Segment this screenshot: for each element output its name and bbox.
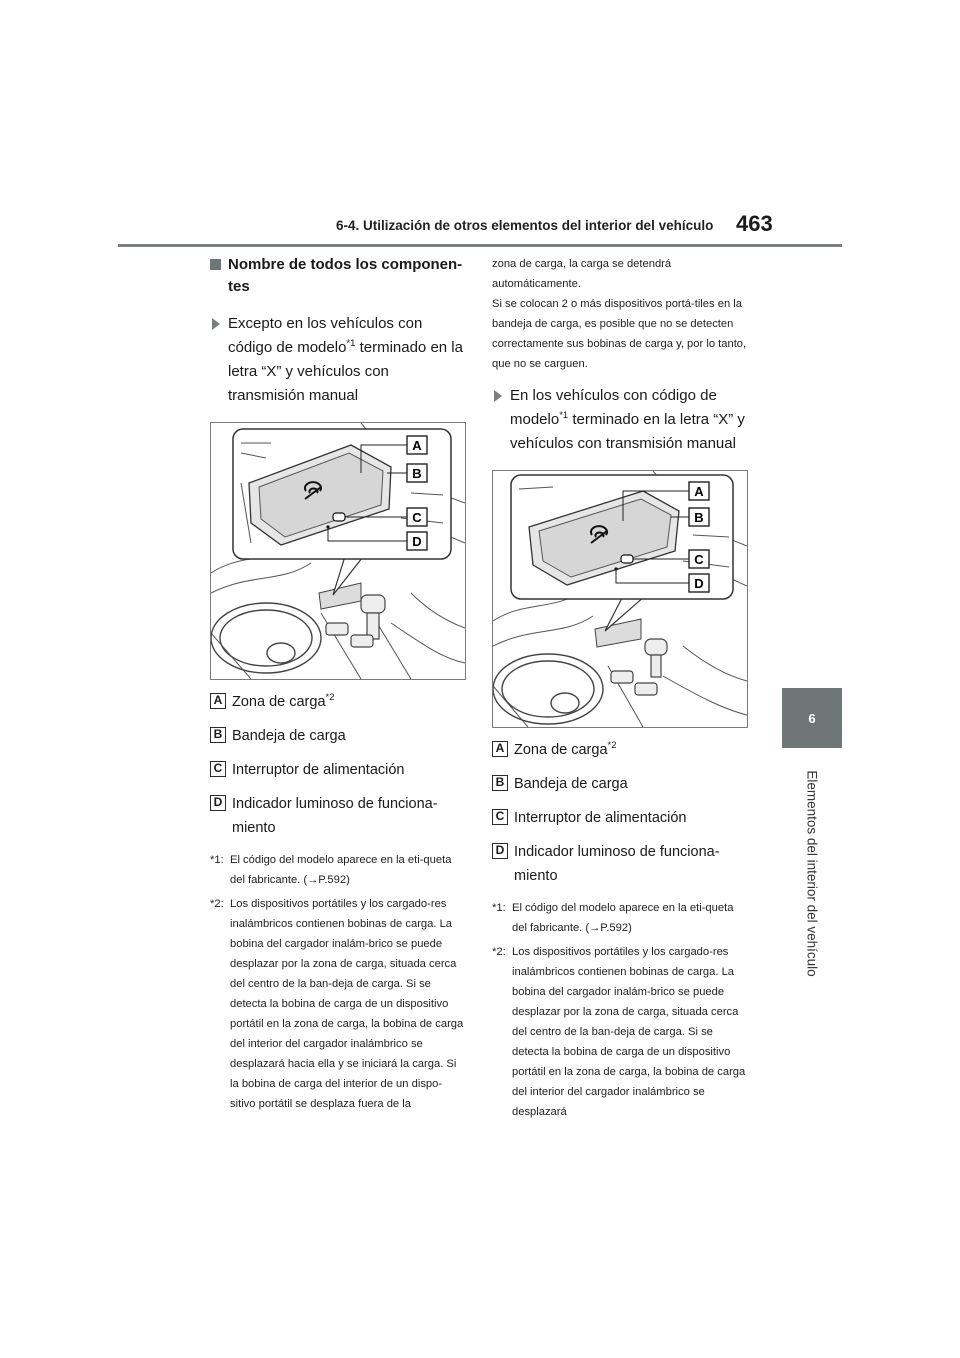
footnote-ref: *2	[325, 692, 335, 704]
legend-item	[492, 840, 748, 888]
figure-label-c: C	[412, 510, 422, 525]
legend-badge: B	[210, 727, 226, 743]
footnote	[492, 898, 748, 938]
charger-drawing-1	[211, 423, 465, 679]
legend-badge: C	[210, 761, 226, 777]
footnote-text: Los dispositivos portátiles y los cargado-res inalámbricos contienen bobinas de carga. La bobina del cargador inalám-brico se puede desplazar por la zona de carga, situada cerca del centro de la ban-deja de carga. Si se detecta la bobina de carga de un dispositivo portátil en la zona de carga, la bobina de carga del interior del cargador inalámbrico se desplazará hacia ella y se iniciará la carga. Si la bobina de carga del interior de un dispo-sitivo portátil se desplaza fuera de la	[230, 898, 464, 1110]
subsection-heading	[492, 384, 748, 456]
legend-badge: D	[492, 843, 508, 859]
legend-text: Indicador luminoso de funciona-miento	[514, 844, 720, 884]
footnote-marker: *2:	[492, 946, 506, 958]
legend-text: Indicador luminoso de funciona-miento	[232, 796, 438, 836]
legend-badge: B	[492, 775, 508, 791]
chapter-tab	[782, 688, 842, 748]
footnote-marker: *1:	[210, 854, 224, 866]
footnote-ref: *1	[346, 338, 356, 349]
footnote-text: El código del modelo aparece en la eti-queta del fabricante. (→P.592)	[512, 902, 734, 934]
page-number: 463	[736, 211, 773, 236]
legend-text: Bandeja de carga	[514, 776, 628, 792]
footnote-marker: *1:	[492, 902, 506, 914]
legend-badge: A	[210, 693, 226, 709]
footnote	[210, 894, 466, 1114]
header-divider	[118, 244, 842, 247]
figure-label-d: D	[412, 534, 422, 549]
subsection-pre: En los vehículos con código de modelo	[510, 387, 717, 428]
legend-item	[492, 806, 748, 830]
left-column	[210, 254, 466, 1118]
legend-item	[492, 738, 748, 762]
figure-label-b: B	[412, 466, 422, 481]
charger-illustration-1	[210, 422, 466, 680]
footnote	[492, 942, 748, 1122]
section-header-title: 6-4. Utilización de otros elementos del interior del vehículo	[336, 218, 714, 233]
subsection-pre: Excepto en los vehículos con código de modelo	[228, 315, 423, 356]
figure-label-a: A	[412, 438, 422, 453]
continued-text-2: Si se colocan 2 o más dispositivos portá-tiles en la bandeja de carga, es posible que no se detecten correctamente sus bobinas de carga y, por lo tanto, que no se carguen.	[492, 298, 747, 370]
right-column	[492, 254, 748, 1126]
chapter-side-label	[742, 758, 882, 988]
legend-text: Interruptor de alimentación	[232, 762, 405, 778]
legend-text: Bandeja de carga	[232, 728, 346, 744]
footnote-text: El código del modelo aparece en la eti-queta del fabricante. (→P.592)	[230, 854, 452, 886]
legend-badge: D	[210, 795, 226, 811]
chapter-number: 6	[808, 710, 816, 726]
footnote-ref: *1	[559, 410, 569, 421]
footnote-ref: *2	[607, 740, 617, 752]
subsection-post: terminado en la letra “X” y vehículos con transmisión manual	[228, 339, 463, 404]
footnote-marker: *2:	[210, 898, 224, 910]
legend-text: Interruptor de alimentación	[514, 810, 687, 826]
figure-label-a: A	[694, 484, 704, 499]
legend-item	[210, 724, 466, 748]
subsection-post: terminado en la letra “X” y vehículos con transmisión manual	[510, 411, 745, 452]
legend-badge: A	[492, 741, 508, 757]
square-bullet-icon	[210, 259, 221, 270]
figure-label-d: D	[694, 576, 704, 591]
triangle-bullet-icon	[494, 390, 502, 402]
legend-item	[492, 772, 748, 796]
legend-text: Zona de carga	[514, 742, 608, 758]
legend-badge: C	[492, 809, 508, 825]
figure-label-c: C	[694, 552, 704, 567]
legend-text: Zona de carga	[232, 694, 326, 710]
legend-item	[210, 792, 466, 840]
section-heading-text: Nombre de todos los componen-tes	[228, 256, 463, 295]
footnote	[210, 850, 466, 890]
section-heading	[210, 254, 466, 298]
legend-item	[210, 758, 466, 782]
subsection-heading	[210, 312, 466, 408]
charger-drawing-2	[493, 471, 747, 727]
legend-item	[210, 690, 466, 714]
footnote-text: Los dispositivos portátiles y los cargado-res inalámbricos contienen bobinas de carga. La bobina del cargador inalám-brico se puede desplazar por la zona de carga, situada cerca del centro de la ban-deja de carga. Si se detecta la bobina de carga de un dispositivo portátil en la zona de carga, la bobina de carga del interior del cargador inalámbrico se desplazará	[512, 946, 746, 1118]
figure-label-b: B	[694, 510, 704, 525]
triangle-bullet-icon	[212, 318, 220, 330]
continued-text: zona de carga, la carga se detendrá automáticamente.	[492, 258, 672, 290]
chapter-title: Elementos del interior del vehículo	[804, 769, 820, 977]
charger-illustration-2	[492, 470, 748, 728]
